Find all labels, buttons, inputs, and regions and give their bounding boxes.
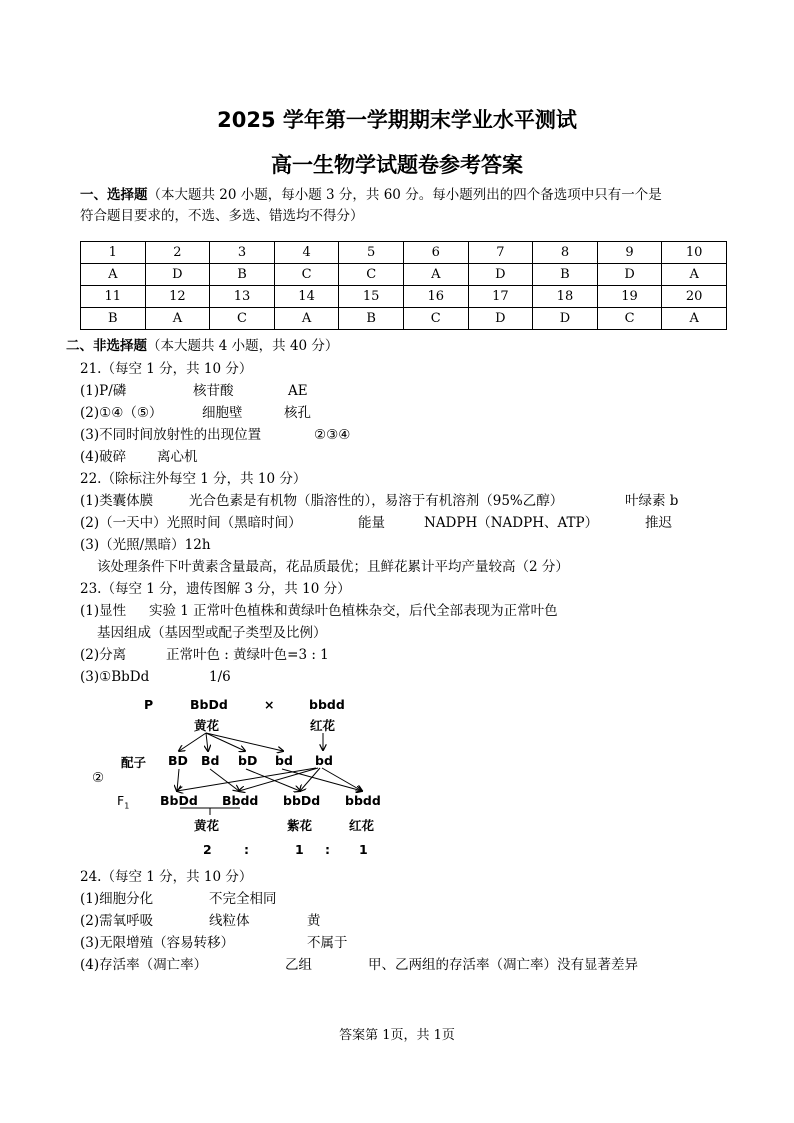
- parent-phenotype: 黄花: [194, 718, 220, 733]
- answer-table: [80, 241, 727, 330]
- table-cell: B: [210, 264, 275, 286]
- table-cell: 9: [597, 242, 662, 264]
- table-cell: C: [274, 264, 339, 286]
- section2-desc: （本大题共 4 小题，共 40 分）: [147, 338, 339, 354]
- q21-answer: 离心机: [157, 449, 198, 465]
- q21-answer: (1)P/磷: [80, 383, 127, 399]
- parent-genotype: BbDd: [190, 697, 228, 712]
- arrow-line: [322, 768, 362, 791]
- section2-line: [66, 338, 338, 354]
- q21-answer: 核苷酸: [193, 383, 234, 399]
- arrow-line: [206, 733, 283, 751]
- q23-answer: (3)①BbDd: [80, 669, 150, 685]
- arrow-line: [246, 769, 300, 791]
- ratio-value: 2: [203, 842, 212, 857]
- table-cell: 6: [403, 242, 468, 264]
- page-title: 2025 学年第一学期期末学业水平测试: [217, 108, 577, 132]
- q22-answer: (2)（一天中）光照时间（黑暗时间）: [80, 515, 302, 531]
- q24-answer: 黄: [307, 913, 321, 929]
- table-cell: 3: [210, 242, 275, 264]
- table-cell: 14: [274, 286, 339, 308]
- table-row: [81, 308, 727, 330]
- table-cell: 4: [274, 242, 339, 264]
- q23-answer: (1)显性: [80, 603, 127, 619]
- table-cell: C: [339, 264, 404, 286]
- table-cell: D: [533, 308, 598, 330]
- f1-label: [117, 793, 129, 811]
- q23-answer: (2)分离: [80, 647, 127, 663]
- q24-answer: 不完全相同: [209, 891, 277, 907]
- q22-header: 22.（除标注外每空 1 分，共 10 分）: [80, 471, 307, 487]
- arrow-line: [177, 768, 316, 791]
- offspring-phenotype: 黄花: [194, 818, 220, 833]
- table-cell: 5: [339, 242, 404, 264]
- section1-heading: 一、选择题: [80, 187, 148, 203]
- table-cell: D: [597, 264, 662, 286]
- q21-answer: ②③④: [314, 427, 351, 443]
- q24-answer: (2)需氧呼吸: [80, 913, 154, 929]
- offspring-genotype: BbDd: [160, 793, 198, 808]
- gamete: bd: [315, 753, 333, 768]
- gamete: Bd: [201, 753, 220, 768]
- q24-header: 24.（每空 1 分，共 10 分）: [80, 869, 253, 885]
- q23-answer: 正常叶色 : 黄绿叶色=3 : 1: [166, 647, 329, 663]
- q23-answer: 1/6: [209, 669, 231, 685]
- table-cell: B: [81, 308, 146, 330]
- table-cell: 13: [210, 286, 275, 308]
- table-cell: D: [468, 308, 533, 330]
- offspring-phenotype: 红花: [349, 818, 375, 833]
- arrow-line: [282, 769, 362, 791]
- arrow-line: [206, 733, 245, 751]
- arrow-line: [300, 768, 320, 791]
- cross-symbol: ×: [264, 697, 275, 712]
- section1-line1: [80, 187, 662, 203]
- offspring-genotype: Bbdd: [222, 793, 259, 808]
- q21-header: 21.（每空 1 分，共 10 分）: [80, 361, 253, 377]
- table-cell: 12: [145, 286, 210, 308]
- table-cell: C: [597, 308, 662, 330]
- q24-answer: (3)无限增殖（容易转移）: [80, 935, 235, 951]
- table-cell: 1: [81, 242, 146, 264]
- section1-desc-line2: 符合题目要求的，不选、多选、错选均不得分）: [80, 208, 364, 224]
- section1-desc-line1: （本大题共 20 小题，每小题 3 分，共 60 分。每小题列出的四个备选项中只有一个是: [147, 187, 662, 203]
- page-subtitle: 高一生物学试题卷参考答案: [271, 153, 523, 177]
- f1-label-text: F: [117, 793, 125, 808]
- q23-header: 23.（每空 1 分，遗传图解 3 分，共 10 分）: [80, 581, 351, 597]
- table-row: [81, 264, 727, 286]
- page-footer: 答案第 1页，共 1页: [339, 1028, 455, 1043]
- q24-answer: 乙组: [285, 957, 312, 973]
- arrow-line: [210, 769, 239, 791]
- q21-answer: 核孔: [284, 405, 311, 421]
- table-cell: B: [339, 308, 404, 330]
- diagram-label: ②: [92, 770, 105, 786]
- q22-answer: 叶绿素 b: [625, 493, 679, 509]
- offspring-genotype: bbDd: [283, 793, 321, 808]
- q24-answer: 不属于: [307, 935, 348, 951]
- q22-answer: 推迟: [645, 515, 672, 531]
- table-cell: 11: [81, 286, 146, 308]
- parent-genotype: bbdd: [309, 697, 345, 712]
- offspring-phenotype: 紫花: [287, 818, 313, 833]
- table-cell: 7: [468, 242, 533, 264]
- q21-answer: AE: [288, 383, 308, 399]
- q23-answer: 基因组成（基因型或配子类型及比例）: [97, 625, 327, 641]
- q21-answer: (3)不同时间放射性的出现位置: [80, 427, 262, 443]
- gamete: bD: [238, 753, 258, 768]
- offspring-genotype: bbdd: [345, 793, 381, 808]
- table-cell: A: [274, 308, 339, 330]
- table-cell: 15: [339, 286, 404, 308]
- q22-answer: 能量: [358, 515, 385, 531]
- table-cell: A: [403, 264, 468, 286]
- arrow-line: [239, 768, 318, 791]
- f1-label-subscript: 1: [124, 801, 130, 811]
- gamete: BD: [168, 753, 188, 768]
- gamete: bd: [275, 753, 293, 768]
- ratio-value: 1: [359, 842, 368, 857]
- table-cell: C: [403, 308, 468, 330]
- q22-answer: 光合色素是有机物（脂溶性的），易溶于有机溶剂（95%乙醇）: [189, 493, 564, 509]
- q24-answer: 线粒体: [209, 913, 250, 929]
- table-cell: D: [145, 264, 210, 286]
- table-cell: 20: [662, 286, 727, 308]
- arrow-line: [179, 733, 206, 751]
- ratio-separator: :: [325, 842, 330, 857]
- q23-answer: 实验 1 正常叶色植株和黄绿叶色植株杂交，后代全部表现为正常叶色: [149, 603, 558, 619]
- table-cell: D: [468, 264, 533, 286]
- gamete-label: 配子: [121, 755, 147, 770]
- table-cell: 17: [468, 286, 533, 308]
- q22-answer: (1)类囊体膜: [80, 493, 154, 509]
- table-cell: 10: [662, 242, 727, 264]
- table-cell: 18: [533, 286, 598, 308]
- table-cell: A: [81, 264, 146, 286]
- table-row: [81, 286, 727, 308]
- table-cell: C: [210, 308, 275, 330]
- q22-answer: (3)（光照/黑暗）12h: [80, 537, 211, 553]
- table-cell: 8: [533, 242, 598, 264]
- arrow-line: [177, 769, 179, 791]
- arrow-line: [206, 733, 208, 751]
- q24-answer: 甲、乙两组的存活率（凋亡率）没有显著差异: [368, 957, 638, 973]
- table-cell: 2: [145, 242, 210, 264]
- table-cell: B: [533, 264, 598, 286]
- table-cell: 19: [597, 286, 662, 308]
- parent-label: P: [144, 697, 154, 712]
- table-cell: A: [662, 308, 727, 330]
- parent-phenotype: 红花: [310, 718, 336, 733]
- q21-answer: (2)①④（⑤）: [80, 405, 163, 421]
- q24-answer: (1)细胞分化: [80, 891, 154, 907]
- q22-answer: 该处理条件下叶黄素含量最高，花品质最优；且鲜花累计平均产量较高（2 分）: [97, 559, 569, 575]
- q22-answer: NADPH（NADPH、ATP）: [424, 515, 599, 531]
- section2-heading: 二、非选择题: [66, 338, 147, 354]
- table-cell: A: [662, 264, 727, 286]
- table-cell: 16: [403, 286, 468, 308]
- table-row: [81, 242, 727, 264]
- ratio-value: 1: [295, 842, 304, 857]
- q24-answer: (4)存活率（凋亡率）: [80, 957, 208, 973]
- q21-answer: 细胞壁: [202, 405, 243, 421]
- table-cell: A: [145, 308, 210, 330]
- ratio-separator: :: [244, 842, 249, 857]
- q21-answer: (4)破碎: [80, 449, 127, 465]
